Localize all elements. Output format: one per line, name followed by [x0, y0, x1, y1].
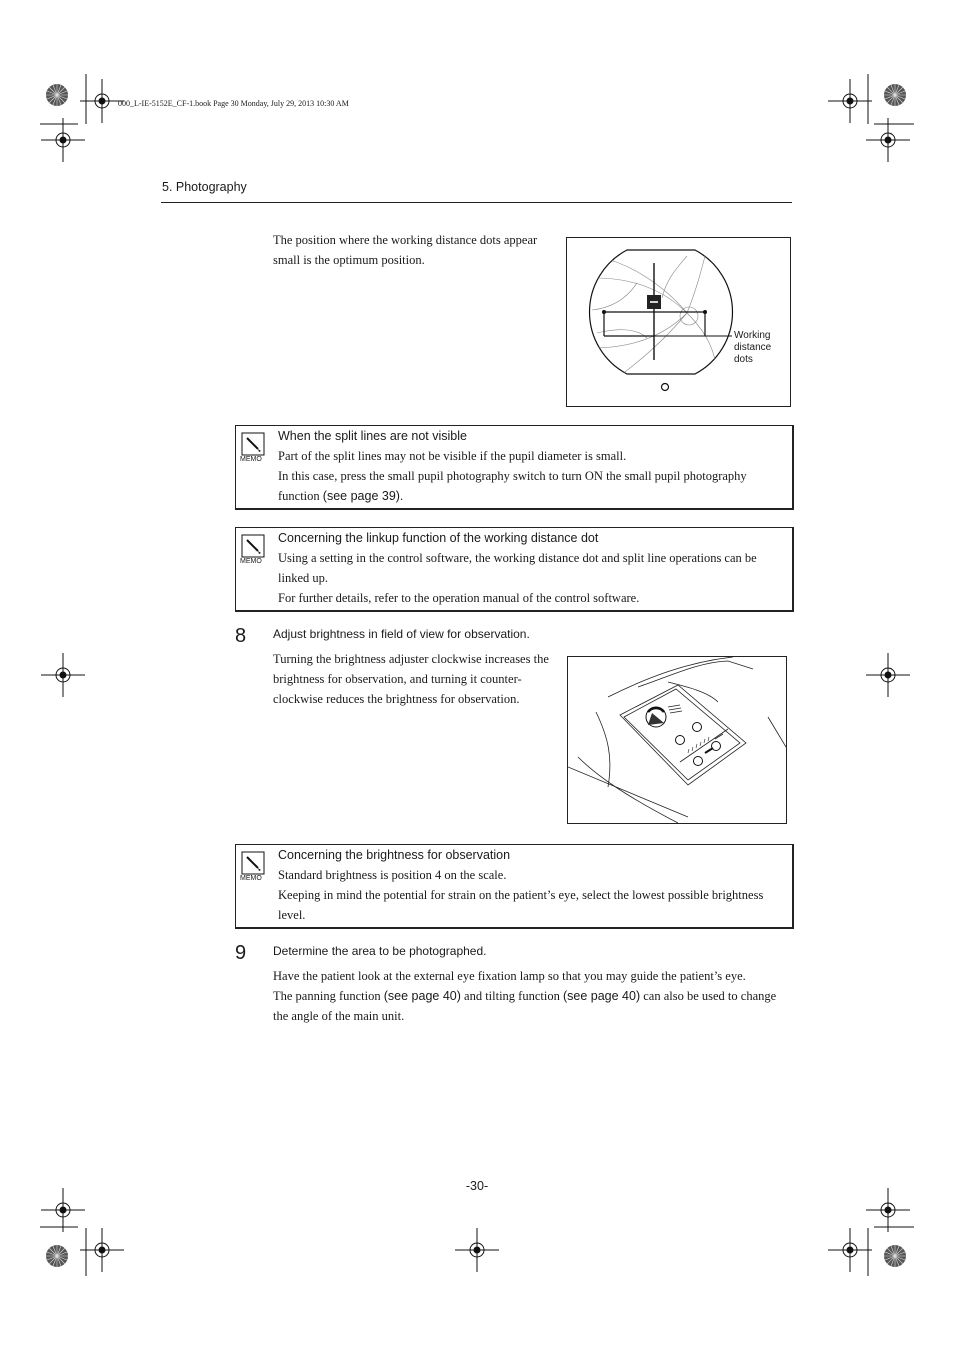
memo-title: Concerning the linkup function of the working distance dot: [278, 531, 599, 545]
memo-icon-label: MEMO: [240, 456, 262, 463]
control-panel-illustration: [568, 657, 786, 823]
memo-brightness-observation: [235, 844, 794, 929]
step-number: 8: [235, 625, 247, 647]
step-title: Determine the area to be photographed.: [273, 944, 487, 958]
step-8-description: Turning the brightness adjuster clockwise increases the brightness for observation, and turning it counter- clockwise reduces the brightness for observation.: [273, 652, 549, 706]
section-header: 5. Photography: [162, 180, 247, 194]
step-number: 9: [235, 942, 247, 964]
page-reference-link[interactable]: (see page 40): [562, 989, 641, 1003]
intro-line: small is the optimum position.: [273, 253, 425, 267]
memo-body: Standard brightness is position 4 on the scale. Keeping in mind the potential for strain on the patient’s eye, select the lowest possible brightness level.: [278, 868, 764, 922]
memo-linkup-function: [235, 527, 794, 612]
working-distance-figure: [566, 237, 791, 407]
working-distance-dots-label: Working distance dots: [734, 330, 772, 365]
memo-icon-label: MEMO: [240, 558, 262, 565]
memo-icon-label: MEMO: [240, 875, 262, 882]
print-info: 000_L-IE-5152E_CF-1.book Page 30 Monday, July 29, 2013 10:30 AM: [118, 99, 349, 108]
memo-body: Part of the split lines may not be visible if the pupil diameter is small. In this case, press the small pupil photography switch to turn ON the small pupil photography function (see page 39).: [278, 449, 747, 503]
memo-split-lines: [235, 425, 794, 510]
page-reference-link[interactable]: (see page 40): [383, 989, 461, 1003]
fundus-illustration: [567, 238, 790, 406]
brightness-adjuster-figure: [567, 656, 787, 824]
page-reference-link[interactable]: (see page 39): [322, 489, 400, 503]
intro-paragraph: [273, 230, 558, 270]
memo-body: Using a setting in the control software, the working distance dot and split line operations can be linked up. For further details, refer to the operation manual of the control software.: [278, 551, 757, 605]
memo-title: Concerning the brightness for observation: [278, 848, 511, 862]
step-9-description: Have the patient look at the external eye fixation lamp so that you may guide the patient’s eye. The panning function (see page 40) and tilting function (see page 40) can also be used to change the angle of the main unit.: [273, 969, 777, 1023]
page-number: -30-: [465, 1179, 489, 1193]
step-title: Adjust brightness in field of view for observation.: [273, 627, 530, 641]
header-rule: [161, 202, 792, 203]
memo-title: When the split lines are not visible: [278, 429, 467, 443]
intro-line: The position where the working distance dots appear: [273, 233, 538, 247]
